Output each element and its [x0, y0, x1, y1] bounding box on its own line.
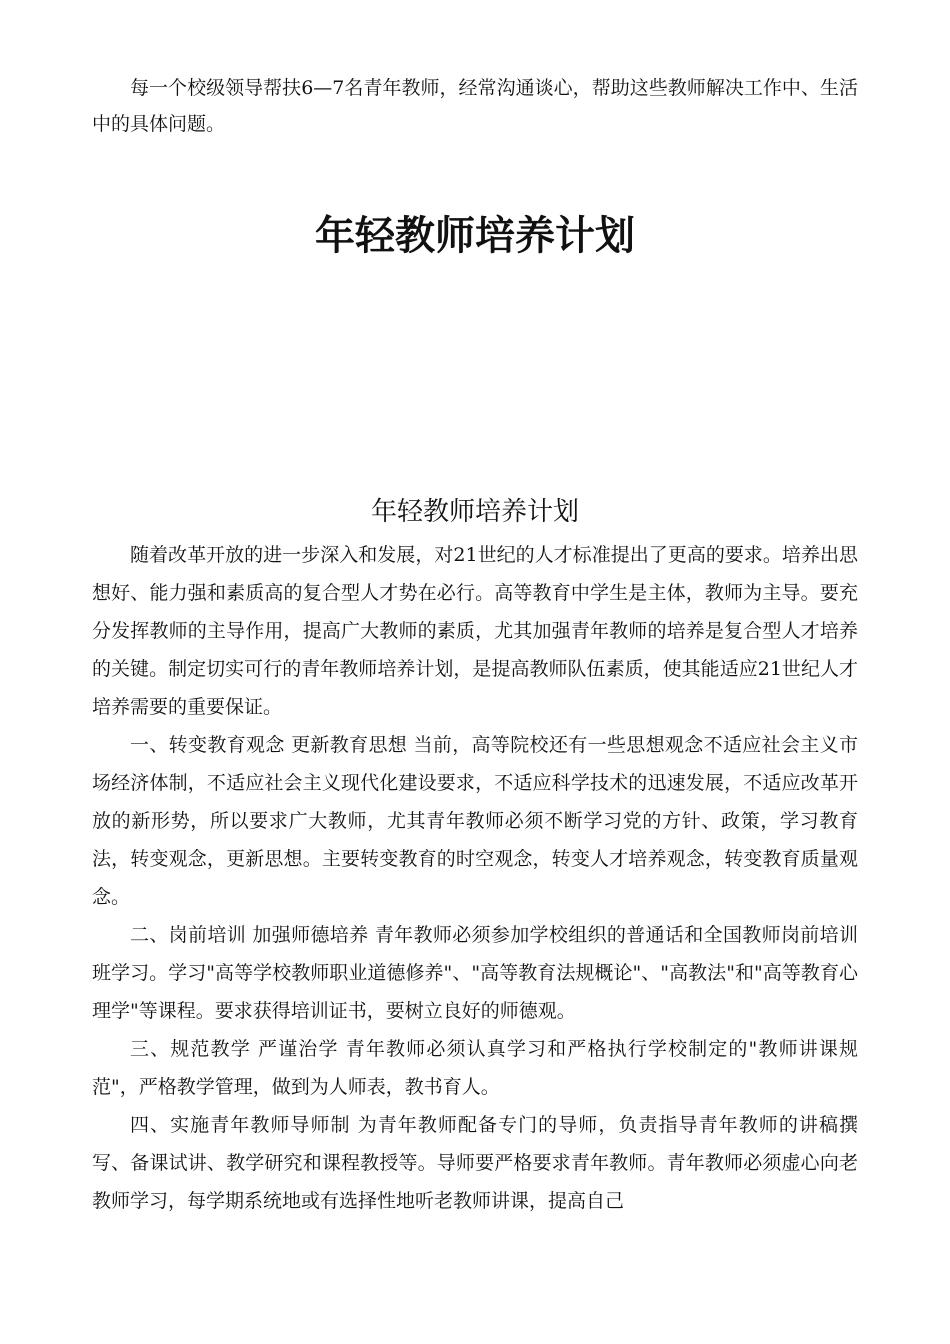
- paragraph-section-2: 二、岗前培训 加强师德培养 青年教师必须参加学校组织的普通话和全国教师岗前培训班学习。学习"高等学校教师职业道德修养"、"高等教育法规概论"、"高教法"和"高等教育心理学"等课程。要求获得培训证书，要树立良好的师德观。: [92, 924, 858, 1022]
- paragraph-section-4: 四、实施青年教师导师制 为青年教师配备专门的导师，负责指导青年教师的讲稿撰写、备课试讲、教学研究和课程教授等。导师要严格要求青年教师。青年教师必须虚心向老教师学习，每学期系统地或有选择性地听老教师讲课，提高自己: [92, 1114, 858, 1212]
- section-title: 年轻教师培养计划: [370, 497, 579, 527]
- intro-paragraph: 每一个校级领导帮扶6—7名青年教师，经常沟通谈心，帮助这些教师解决工作中、生活中的具体问题。: [92, 77, 858, 135]
- main-title: 年轻教师培养计划: [315, 213, 635, 259]
- body-text: [92, 536, 858, 1220]
- paragraph-intro: 随着改革开放的进一步深入和发展，对21世纪的人才标准提出了更高的要求。培养出思想好、能力强和素质高的复合型人才势在必行。高等教育中学生是主体，教师为主导。要充分发挥教师的主导作用，提高广大教师的素质，尤其加强青年教师的培养是复合型人才培养的关键。制定切实可行的青年教师培养计划，是提高教师队伍素质，使其能适应21世纪人才培养需要的重要保证。: [92, 544, 858, 718]
- paragraph-section-1: 一、转变教育观念 更新教育思想 当前，高等院校还有一些思想观念不适应社会主义市场经济体制，不适应社会主义现代化建设要求，不适应科学技术的迅速发展，不适应改革开放的新形势，所以要求广大教师，尤其青年教师必须不断学习党的方针、政策，学习教育法，转变观念，更新思想。主要转变教育的时空观念，转变人才培养观念，转变教育质量观念。: [92, 734, 858, 908]
- paragraph-section-3: 三、规范教学 严谨治学 青年教师必须认真学习和严格执行学校制定的"教师讲课规范"，严格教学管理，做到为人师表，教书育人。: [92, 1038, 858, 1098]
